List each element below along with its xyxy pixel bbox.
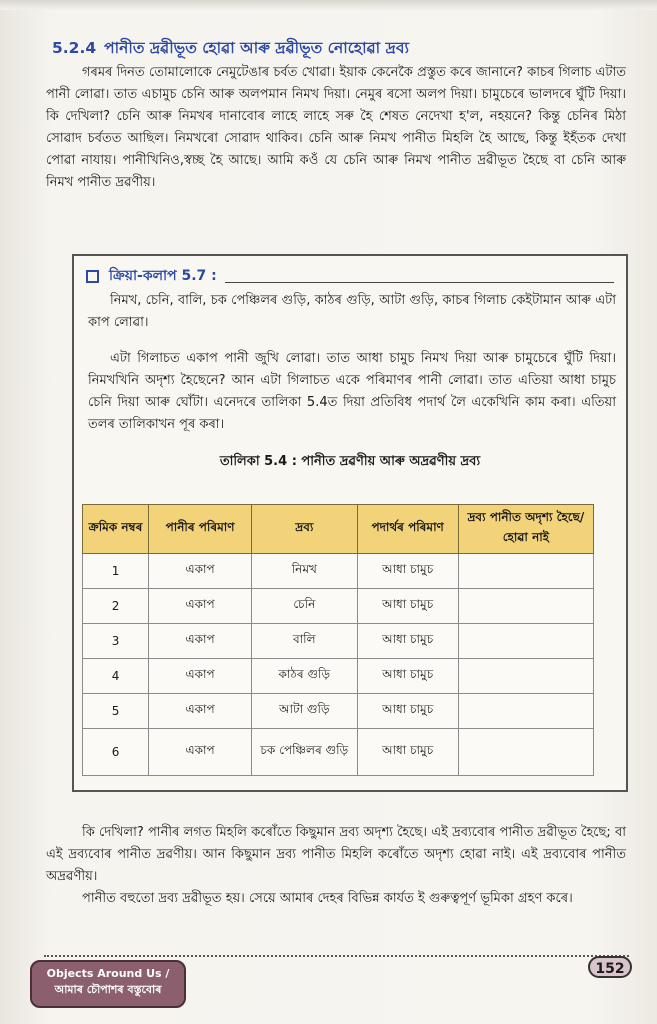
page-top-edge	[0, 0, 657, 10]
cell-result-blank[interactable]	[458, 554, 593, 589]
cell-result-blank[interactable]	[458, 694, 593, 729]
activity-paragraph-1-text: নিমখ, চেনি, বালি, চক পেঞ্চিলৰ গুড়ি, কাঠৰ গুড়ি, আটা গুড়ি, কাচৰ গিলাচ কেইটামান আৰু এটা কাপ লোৱা।	[88, 293, 616, 330]
cell-substance: বালি	[252, 624, 357, 659]
cell-substance: চক পেঞ্চিলৰ গুড়ি	[252, 729, 357, 776]
header-serial: ক্ৰমিক নম্বৰ	[83, 505, 149, 554]
cell-result-blank[interactable]	[458, 659, 593, 694]
cell-substance-amount: আধা চামুচ	[357, 729, 458, 776]
cell-serial: 5	[83, 694, 149, 729]
cell-serial: 1	[83, 554, 149, 589]
cell-substance-amount: আধা চামুচ	[357, 554, 458, 589]
cell-substance-amount: আধা চামুচ	[357, 694, 458, 729]
header-rule	[225, 282, 614, 283]
table-header-row	[83, 505, 594, 554]
section-title: পানীত দ্ৰৱীভূত হোৱা আৰু দ্ৰৱীভূত নোহোৱা দ্ৰব্য	[104, 39, 409, 57]
conclusion-paragraph-1	[46, 822, 626, 888]
table-row	[83, 624, 594, 659]
cell-result-blank[interactable]	[458, 624, 593, 659]
cell-substance: কাঠৰ গুড়ি	[252, 659, 357, 694]
checkbox-icon	[86, 270, 99, 283]
table-row	[83, 589, 594, 624]
table-row	[83, 729, 594, 776]
cell-substance: আটা গুড়ি	[252, 694, 357, 729]
footer-dotted-rule	[44, 955, 629, 957]
cell-water-amount: একাপ	[149, 554, 252, 589]
book-title-english: Objects Around Us /	[46, 967, 170, 980]
cell-substance-amount: আধা চামুচ	[357, 624, 458, 659]
table-row	[83, 659, 594, 694]
page-number: 152	[588, 956, 632, 978]
cell-water-amount: একাপ	[149, 624, 252, 659]
cell-substance-amount: আধা চামুচ	[357, 589, 458, 624]
solubility-table	[82, 504, 594, 776]
header-substance-amount: পদাৰ্থৰ পৰিমাণ	[357, 505, 458, 554]
cell-result-blank[interactable]	[458, 729, 593, 776]
activity-paragraph-2-text: এটা গিলাচত একাপ পানী জুখি লোৱা। তাত আধা চামুচ নিমখ দিয়া আৰু চামুচেৰে ঘুঁটি দিয়া। নিমখখিনি অদৃশ্য হৈছেনে? আন এটা গিলাচত একে পৰিমাণৰ পানী লোৱা। তাত এতিয়া আধা চামুচ চেনি দিয়া আৰু ঘোঁটা। এনেদৰে তালিকা 5.4ত দিয়া প্ৰতিবিধ পদাৰ্থ লৈ একেখিনি কাম কৰা। এতিয়া তলৰ তালিকাখন পূৰ কৰা।	[88, 351, 616, 432]
cell-serial: 2	[83, 589, 149, 624]
conclusion-paragraphs	[46, 822, 626, 910]
header-water-amount: পানীৰ পৰিমাণ	[149, 505, 252, 554]
activity-box	[72, 254, 628, 792]
activity-paragraph-1	[88, 290, 616, 334]
cell-water-amount: একাপ	[149, 694, 252, 729]
cell-water-amount: একাপ	[149, 659, 252, 694]
section-number: 5.2.4	[52, 39, 97, 57]
table-row	[83, 694, 594, 729]
cell-substance-amount: আধা চামুচ	[357, 659, 458, 694]
activity-header	[86, 264, 614, 288]
intro-paragraph-text: গৰমৰ দিনত তোমালোকে নেমুটেঙাৰ চৰ্বত খোৱা। ইয়াক কেনেকৈ প্ৰস্তুত কৰে জানানে? কাচৰ গিলাচ এটাত পানী লোৱা। তাত এচামুচ চেনি আৰু অলপমান নিমখ দিয়া। নেমুৰ ৰসো অলপ দিয়া। চামুচেৰে ভালদৰে ঘুঁটি দিয়া। কি দেখিলা? চেনি আৰু নিমখৰ দানাবোৰ লাহে লাহে সৰু হৈ শেষত নেদেখা হ'ল, নহয়নে? কিন্তু চেনিৰ মিঠা সোৱাদ চৰ্বতত আছিল। নিমখৰো সোৱাদ থাকিব। চেনি আৰু নিমখ পানীত মিহলি হৈ আছে, কিন্তু ইহঁতক দেখা পোৱা নাযায়। পানীখিনিও,স্বচ্ছ হৈ আছে। আমি কওঁ যে চেনি আৰু নিমখ পানীত দ্ৰৱীভূত হৈছে বা চেনি আৰু নিমখ পানীত দ্ৰৱণীয়।	[46, 65, 626, 190]
cell-serial: 3	[83, 624, 149, 659]
activity-title: ক্ৰিয়া-কলাপ 5.7 :	[109, 268, 217, 284]
activity-paragraph-2	[88, 348, 616, 436]
conclusion-paragraph-1-text: কি দেখিলা? পানীৰ লগত মিহলি কৰোঁতে কিছুমান দ্ৰব্য অদৃশ্য হৈছে। এই দ্ৰব্যবোৰ পানীত দ্ৰৱীভূত হৈছে; বা এই দ্ৰব্যবোৰ পানীত দ্ৰৱণীয়। আন কিছুমান দ্ৰব্য পানীত মিহলি কৰোঁতে অদৃশ্য হোৱা নাই। এই দ্ৰব্যবোৰ পানীত অদ্ৰৱণীয়।	[46, 825, 626, 884]
cell-result-blank[interactable]	[458, 589, 593, 624]
cell-substance: নিমখ	[252, 554, 357, 589]
conclusion-paragraph-2	[46, 888, 626, 910]
header-substance: দ্ৰব্য	[252, 505, 357, 554]
conclusion-paragraph-2-text: পানীত বহুতো দ্ৰব্য দ্ৰৱীভূত হয়। সেয়ে আমাৰ দেহৰ বিভিন্ন কাৰ্যত ই গুৰুত্বপূৰ্ণ ভূমিকা গ্ৰহণ কৰে।	[82, 891, 573, 906]
cell-substance: চেনি	[252, 589, 357, 624]
cell-serial: 4	[83, 659, 149, 694]
cell-water-amount: একাপ	[149, 589, 252, 624]
section-heading	[52, 36, 632, 62]
header-disappeared: দ্ৰব্য পানীত অদৃশ্য হৈছে/হোৱা নাই	[458, 505, 593, 554]
table-row	[83, 554, 594, 589]
book-title-tab	[30, 960, 186, 1008]
table-caption: তালিকা 5.4 : পানীত দ্ৰৱণীয় আৰু অদ্ৰৱণীয় দ্ৰব্য	[219, 454, 481, 469]
book-title-assamese: আমাৰ চৌপাশৰ বস্তুবোৰ	[54, 983, 162, 996]
cell-water-amount: একাপ	[149, 729, 252, 776]
intro-paragraph	[46, 62, 626, 194]
cell-serial: 6	[83, 729, 149, 776]
